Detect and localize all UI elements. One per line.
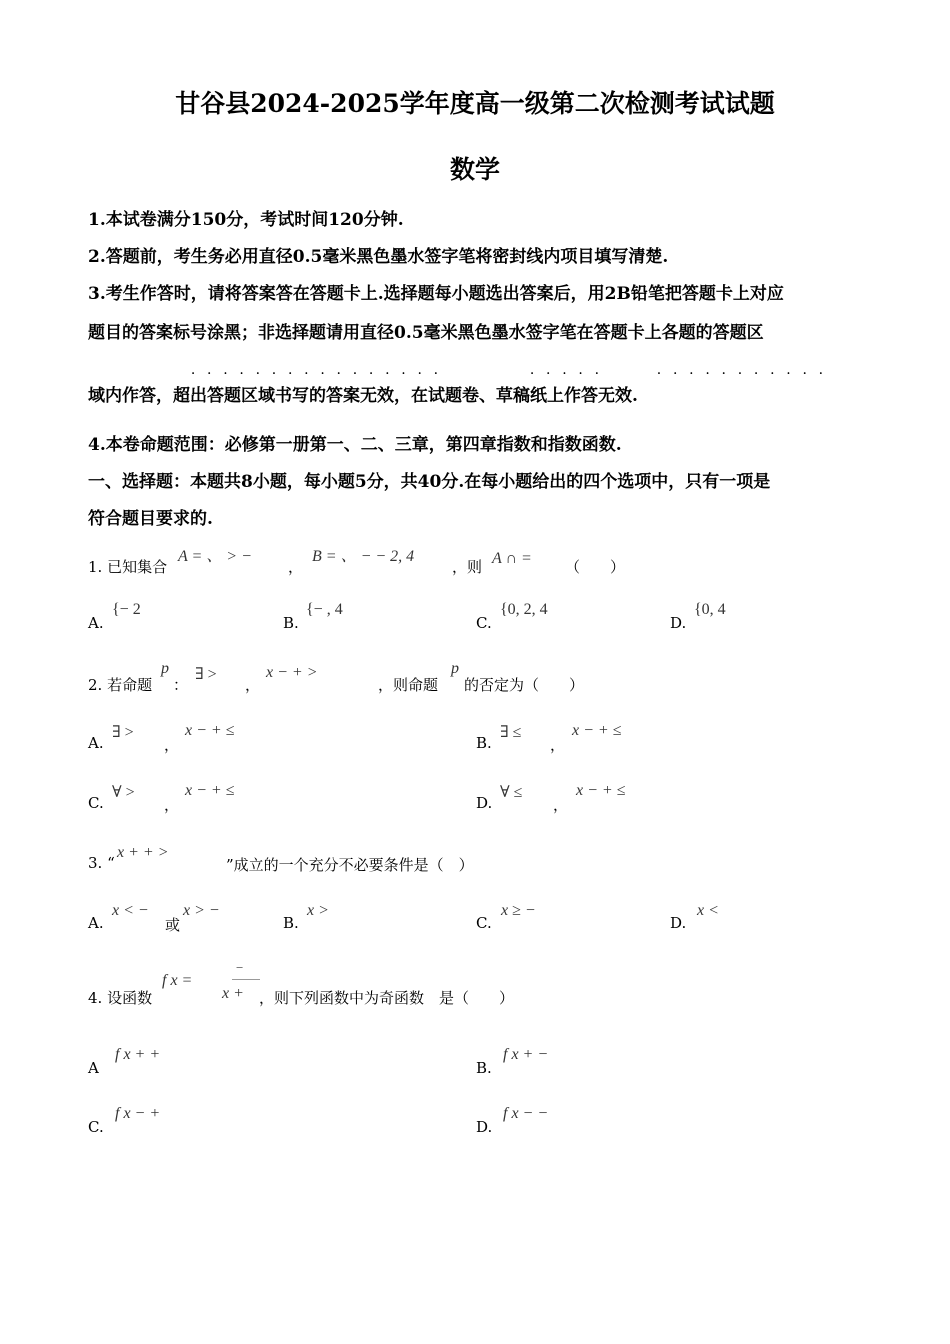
q2-option-d-quantifier: ∀ ≤ bbox=[500, 784, 523, 801]
q1-option-b-math: {− , 4 bbox=[306, 601, 343, 618]
subject-title: 数学 bbox=[449, 155, 500, 184]
q3-option-b-label[interactable]: B. bbox=[283, 914, 299, 932]
q2-comma: ， bbox=[245, 676, 261, 694]
q3-suffix: ”成立的一个充分不必要条件是（ ） bbox=[226, 856, 474, 874]
q1-comma: ， bbox=[288, 558, 304, 576]
q4-denominator: x + bbox=[222, 985, 244, 1002]
note-3-line3: 域内作答，超出答题区域书写的答案无效，在试题卷、草稿纸上作答无效. bbox=[88, 386, 638, 406]
q2-option-b-inequality: x − + ≤ bbox=[572, 722, 622, 739]
q1-option-c-math: {0, 2, 4 bbox=[500, 601, 548, 618]
q3-option-a-or: 或 bbox=[165, 916, 181, 934]
q1-prefix: 1. 已知集合 bbox=[88, 558, 168, 576]
q2-option-b-comma: ， bbox=[550, 736, 566, 754]
q2-option-c-quantifier: ∀ > bbox=[112, 784, 135, 801]
q1-paren: （ ） bbox=[565, 558, 626, 576]
q1-option-d-label[interactable]: D. bbox=[670, 614, 687, 632]
note-4: 4.本卷命题范围：必修第一册第一、二、三章，第四章指数和指数函数. bbox=[88, 435, 622, 455]
q4-fraction-bar bbox=[232, 979, 260, 980]
q2-option-a-quantifier: ∃ > bbox=[112, 724, 134, 741]
q2-option-a-comma: ， bbox=[164, 736, 180, 754]
q3-condition: x + + > bbox=[117, 844, 169, 861]
q1-expression: A ∩ = bbox=[492, 550, 532, 567]
q2-option-d-comma: ， bbox=[553, 796, 569, 814]
q3-option-c-label[interactable]: C. bbox=[476, 914, 492, 932]
q2-p: p bbox=[161, 660, 169, 677]
q1-set-a: A = 、 > − bbox=[178, 548, 252, 565]
q3-option-d-math: x < bbox=[697, 902, 719, 919]
q4-prefix: 4. 设函数 bbox=[88, 989, 153, 1007]
emphasis-dots: · · · · · · · · · · · · · · · · · · · · · · · · · · · · · · · · bbox=[190, 366, 824, 382]
q1-set-b: B = 、 − − 2, 4 bbox=[312, 548, 415, 565]
q2-option-c-comma: ， bbox=[164, 796, 180, 814]
q2-option-a-inequality: x − + ≤ bbox=[185, 722, 235, 739]
q4-option-b-label[interactable]: B. bbox=[476, 1059, 492, 1077]
q2-p2: p bbox=[451, 660, 459, 677]
q4-numerator: − bbox=[236, 960, 244, 975]
q3-option-a-label[interactable]: A. bbox=[88, 914, 104, 932]
q1-option-d-math: {0, 4 bbox=[694, 601, 726, 618]
q2-option-d-label[interactable]: D. bbox=[476, 794, 493, 812]
q3-option-a-math1: x < − bbox=[112, 902, 149, 919]
q3-prefix: 3. “ bbox=[88, 854, 115, 872]
q3-option-c-math: x ≥ − bbox=[501, 902, 536, 919]
exam-title: 甘谷县2024-2025学年度高一级第二次检测考试试题 bbox=[175, 89, 775, 118]
q3-option-a-math2: x > − bbox=[183, 902, 220, 919]
q3-option-b-math: x > bbox=[307, 902, 329, 919]
q3-option-d-label[interactable]: D. bbox=[670, 914, 687, 932]
note-3-line2: 题目的答案标号涂黑；非选择题请用直径0.5毫米黑色墨水签字笔在答题卡上各题的答题区 bbox=[88, 323, 764, 343]
q4-option-a-label[interactable]: A bbox=[88, 1059, 99, 1077]
q1-then: ，则 bbox=[452, 558, 483, 576]
q1-option-a-math: {− 2 bbox=[112, 601, 141, 618]
q2-colon: ： bbox=[173, 676, 189, 694]
q4-option-d-math: f x − − bbox=[503, 1105, 549, 1122]
q2-quantifier: ∃ > bbox=[195, 666, 217, 683]
q4-option-a-math: f x + + bbox=[115, 1046, 161, 1063]
q2-suffix: 的否定为（ ） bbox=[464, 676, 585, 694]
section-heading-line1: 一、选择题：本题共8小题，每小题5分，共40分.在每小题给出的四个选项中，只有一项是 bbox=[88, 472, 771, 492]
q4-suffix: ，则下列函数中为奇函数 是（ ） bbox=[259, 989, 515, 1007]
q4-option-c-math: f x − + bbox=[115, 1105, 161, 1122]
note-3-line1: 3.考生作答时，请将答案答在答题卡上.选择题每小题选出答案后，用2B铅笔把答题卡上对应 bbox=[88, 284, 784, 304]
q2-prefix: 2. 若命题 bbox=[88, 676, 153, 694]
q2-inequality: x − + > bbox=[266, 664, 318, 681]
q2-option-d-inequality: x − + ≤ bbox=[576, 782, 626, 799]
q2-option-c-label[interactable]: C. bbox=[88, 794, 104, 812]
q4-option-c-label[interactable]: C. bbox=[88, 1118, 104, 1136]
section-heading-line2: 符合题目要求的. bbox=[88, 509, 213, 529]
q4-lhs: f x = bbox=[162, 972, 193, 989]
note-1: 1.本试卷满分150分，考试时间120分钟. bbox=[88, 210, 404, 230]
q1-option-b-label[interactable]: B. bbox=[283, 614, 299, 632]
q1-option-c-label[interactable]: C. bbox=[476, 614, 492, 632]
q1-option-a-label[interactable]: A. bbox=[88, 614, 104, 632]
q2-option-b-quantifier: ∃ ≤ bbox=[500, 724, 522, 741]
q4-option-d-label[interactable]: D. bbox=[476, 1118, 493, 1136]
q2-then: ，则命题 bbox=[378, 676, 439, 694]
note-2: 2.答题前，考生务必用直径0.5毫米黑色墨水签字笔将密封线内项目填写清楚. bbox=[88, 247, 669, 267]
q2-option-a-label[interactable]: A. bbox=[88, 734, 104, 752]
q2-option-b-label[interactable]: B. bbox=[476, 734, 492, 752]
q2-option-c-inequality: x − + ≤ bbox=[185, 782, 235, 799]
q4-option-b-math: f x + − bbox=[503, 1046, 549, 1063]
